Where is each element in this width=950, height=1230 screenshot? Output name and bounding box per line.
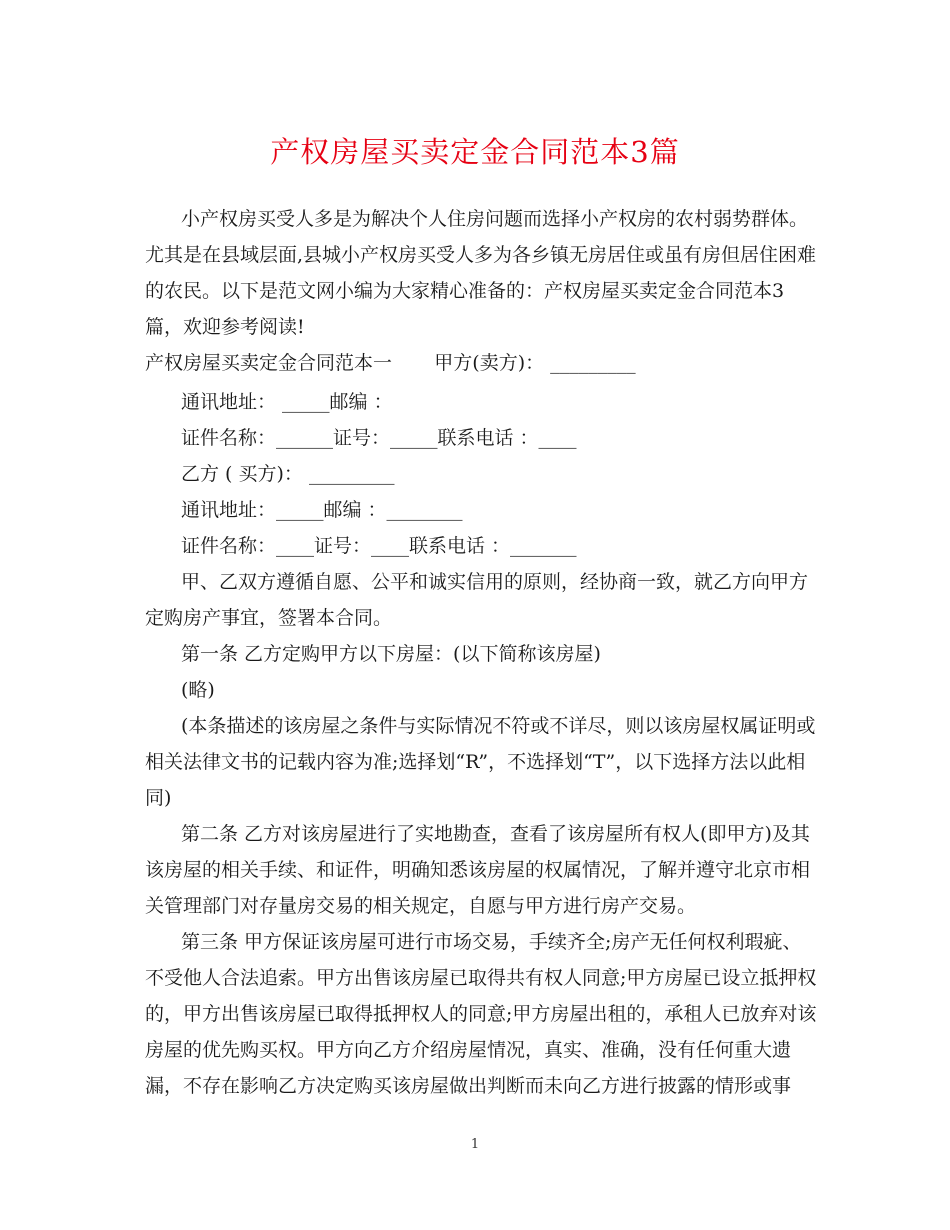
paragraph-line: 小产权房买受人多是为解决个人住房问题而选择小产权房的农村弱势群体。 <box>181 208 809 230</box>
paragraph-line: 第三条 甲方保证该房屋可进行市场交易，手续齐全;房产无任何权利瑕疵、 <box>181 931 802 953</box>
paragraph-line: 房屋的优先购买权。甲方向乙方介绍房屋情况，真实、准确，没有任何重大遗 <box>145 1039 792 1061</box>
paragraph-line: 通讯地址：_____邮编 ：________ <box>181 499 463 521</box>
paragraph-line: 关管理部门对存量房交易的相关规定，自愿与甲方进行房产交易。 <box>145 895 697 917</box>
document-title: 产权房屋买卖定金合同范本3篇 <box>270 135 680 169</box>
paragraph-line: 的农民。以下是范文网小编为大家精心准备的：产权房屋买卖定金合同范本3 <box>145 280 785 302</box>
paragraph-line: 产权房屋买卖定金合同范本一 甲方(卖方)： _________ <box>145 352 636 374</box>
paragraph-line: (略) <box>181 679 215 701</box>
paragraph-line: 乙方 ( 买方)： _________ <box>181 463 395 485</box>
paragraph-line: 的，甲方出售该房屋已取得抵押权人的同意;甲方房屋出租的，承租人已放弃对该 <box>145 1003 817 1025</box>
paragraph-line: 漏，不存在影响乙方决定购买该房屋做出判断而未向乙方进行披露的情形或事 <box>145 1075 792 1097</box>
paragraph-line: 定购房产事宜，签署本合同。 <box>145 607 393 629</box>
paragraph-line: 证件名称：____证号：____联系电话 ：_______ <box>181 535 577 557</box>
paragraph-line: 尤其是在县域层面,县城小产权房买受人多为各乡镇无房居住或虽有房但居住困难 <box>145 244 817 266</box>
paragraph-line: 同) <box>145 787 172 809</box>
paragraph-line: 该房屋的相关手续、和证件，明确知悉该房屋的权属情况，了解并遵守北京市相 <box>145 859 811 881</box>
paragraph-line: 相关法律文书的记载内容为准;选择划“R”，不选择划“T”，以下选择方法以此相 <box>145 751 806 773</box>
paragraph-line: 篇，欢迎参考阅读! <box>145 316 305 338</box>
paragraph-line: (本条描述的该房屋之条件与实际情况不符或不详尽，则以该房屋权属证明或 <box>181 715 816 737</box>
paragraph-line: 证件名称：______证号：_____联系电话 ：____ <box>181 427 577 449</box>
paragraph-line: 第二条 乙方对该房屋进行了实地勘查，查看了该房屋所有权人(即甲方)及其 <box>181 823 810 845</box>
page-number: 1 <box>470 1137 480 1152</box>
paragraph-line: 第一条 乙方定购甲方以下房屋：(以下简称该房屋) <box>181 643 601 665</box>
paragraph-line: 不受他人合法追索。甲方出售该房屋已取得共有权人同意;甲方房屋已设立抵押权 <box>145 967 817 989</box>
paragraph-line: 甲、乙双方遵循自愿、公平和诚实信用的原则，经协商一致，就乙方向甲方 <box>181 571 809 593</box>
paragraph-line: 通讯地址： _____邮编 ： <box>181 391 393 413</box>
